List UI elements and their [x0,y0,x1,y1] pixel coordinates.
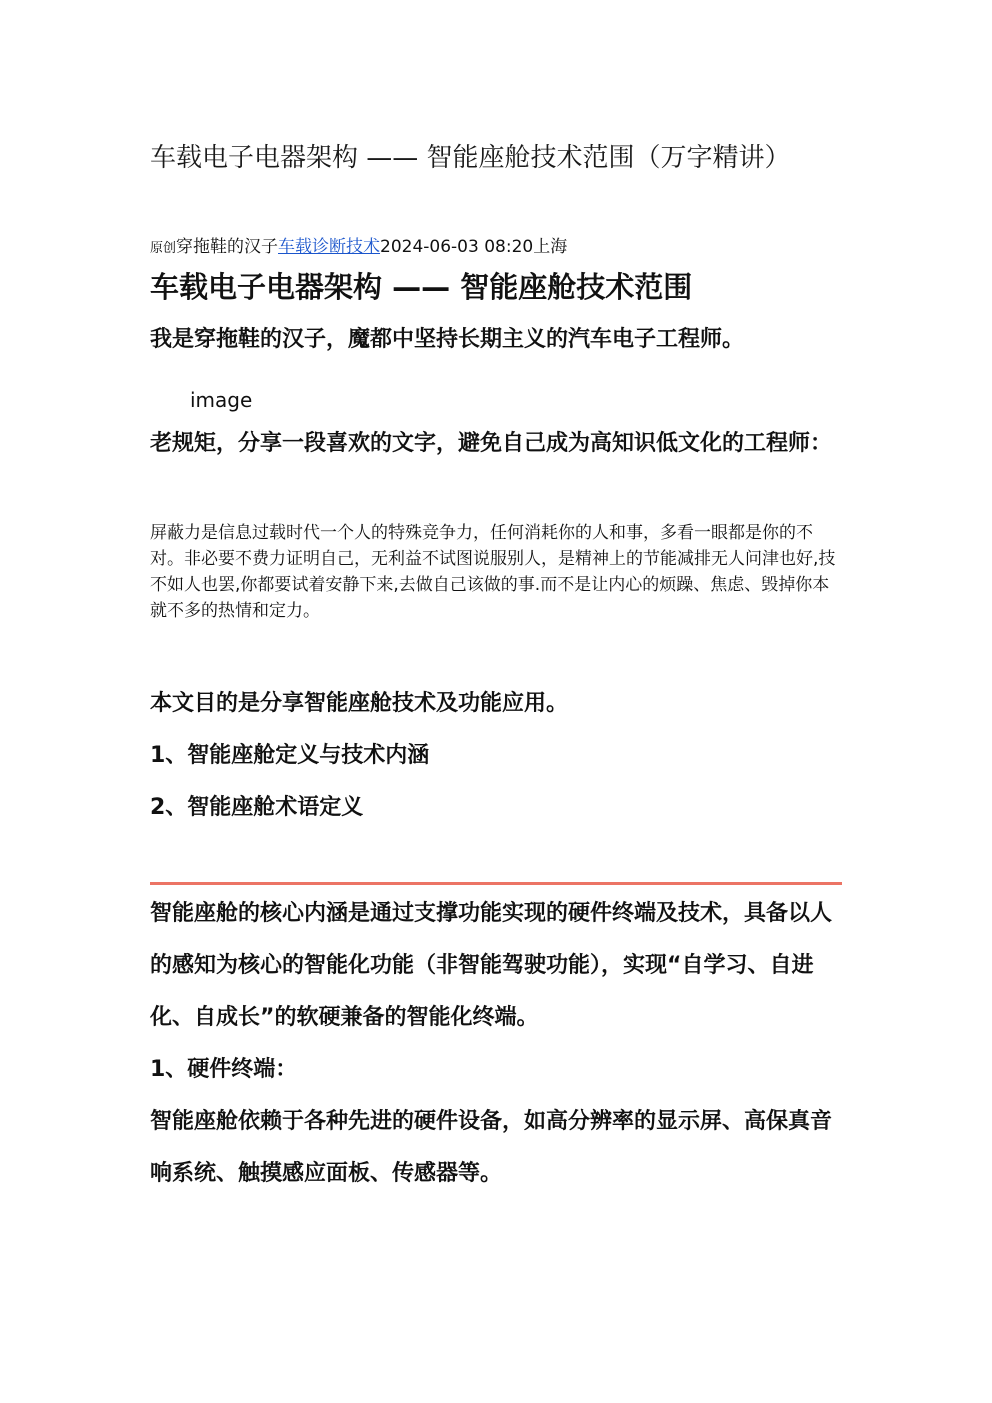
toc-item-2: 2、智能座舱术语定义 [150,795,364,820]
publish-location: 上海 [533,237,568,257]
account-link[interactable]: 车载诊断技术 [278,237,381,257]
hardware-section-title: 1、硬件终端： [150,1057,298,1082]
author-name[interactable]: 穿拖鞋的汉子 [176,237,279,257]
publish-datetime: 2024-06-03 08:20 [380,237,534,257]
article-meta [150,234,567,262]
image-placeholder: image [190,388,253,412]
original-tag: 原创 [150,241,177,256]
toc-item-1: 1、智能座舱定义与技术内涵 [150,743,430,768]
article-title: 车载电子电器架构 —— 智能座舱技术范围（万字精讲） [150,143,791,173]
section-divider [150,882,842,885]
hardware-section-body: 智能座舱依赖于各种先进的硬件设备，如高分辨率的显示屏、高保真音响系统、触摸感应面板、传感器等。 [150,1109,833,1186]
definition-paragraph: 智能座舱的核心内涵是通过支撑功能实现的硬件终端及技术，具备以人的感知为核心的智能化功能（非智能驾驶功能），实现“自学习、自进化、自成长”的软硬兼备的智能化终端。 [150,901,833,1030]
purpose-text: 本文目的是分享智能座舱技术及功能应用。 [150,691,569,716]
section-heading: 车载电子电器架构 —— 智能座舱技术范围 [150,270,693,304]
rule-line-text: 老规矩，分享一段喜欢的文字，避免自己成为高知识低文化的工程师： [150,431,833,456]
intro-text: 我是穿拖鞋的汉子，魔都中坚持长期主义的汽车电子工程师。 [150,327,745,352]
quote-paragraph: 屏蔽力是信息过载时代一个人的特殊竞争力，任何消耗你的人和事，多看一眼都是你的不对。非必要不费力证明自己，无利益不试图说服别人，是精神上的节能减排无人问津也好,技不如人也罢,你都要试着安静下来,去做自己该做的事.而不是让内心的烦躁、焦虑、毁掉你本就不多的热情和定力。 [150,523,836,621]
